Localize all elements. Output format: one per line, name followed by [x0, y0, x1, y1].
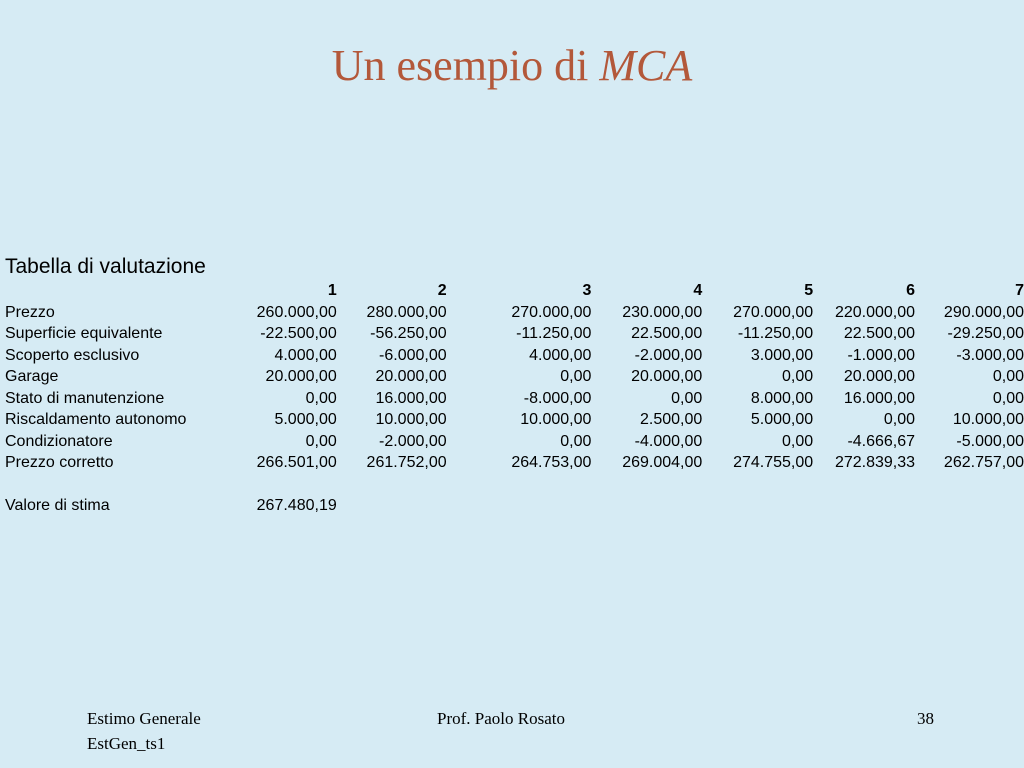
table-cell: 270.000,00 — [733, 303, 814, 321]
footer-author: Prof. Paolo Rosato — [437, 709, 565, 728]
empty-cell — [591, 495, 702, 517]
column-header: 3 — [582, 282, 592, 299]
table-caption: Tabella di valutazione — [5, 255, 206, 278]
estimate-row — [0, 495, 1024, 517]
column-header: 4 — [693, 282, 703, 299]
table-row — [0, 302, 1024, 324]
title-italic: MCA — [599, 41, 693, 90]
table-cell: -4.666,67 — [847, 432, 916, 450]
table-cell: 262.757,00 — [943, 454, 1024, 471]
column-header: 5 — [804, 282, 814, 299]
table-row — [0, 388, 1024, 410]
table-cell: 280.000,00 — [366, 303, 447, 321]
table-cell: -6.000,00 — [379, 346, 447, 364]
spacer-row — [0, 474, 1024, 496]
table-cell: 270.000,00 — [511, 303, 592, 321]
table-cell: 269.004,00 — [622, 454, 703, 471]
table-cell: -29.250,00 — [947, 325, 1024, 342]
table-cell: 20.000,00 — [631, 368, 703, 385]
table-row — [0, 345, 1024, 367]
column-header: 1 — [327, 282, 337, 299]
table-cell: 0,00 — [992, 368, 1024, 385]
empty-cell — [915, 495, 1024, 517]
title-plain: Un esempio di — [331, 41, 600, 90]
header-label-cell — [0, 280, 234, 302]
table-cell: -11.250,00 — [737, 325, 814, 342]
table-cell: 10.000,00 — [520, 411, 592, 428]
row-label: Condizionatore — [5, 432, 113, 450]
empty-cell — [813, 495, 915, 517]
table-row — [0, 366, 1024, 388]
table-cell: -3.000,00 — [956, 346, 1024, 364]
row-label: Prezzo — [5, 303, 55, 321]
empty-cell — [337, 495, 447, 517]
table-cell: 261.752,00 — [366, 454, 447, 471]
table-cell: 10.000,00 — [952, 411, 1024, 428]
table-cell: 20.000,00 — [375, 368, 447, 385]
estimate-label: Valore di stima — [5, 497, 110, 514]
column-header: 7 — [1015, 282, 1024, 299]
row-label: Prezzo corretto — [5, 454, 114, 471]
table-cell: 220.000,00 — [834, 303, 916, 321]
table-cell: -22.500,00 — [260, 325, 337, 342]
table-cell: -4.000,00 — [634, 432, 703, 450]
table-cell: 274.755,00 — [733, 454, 814, 471]
table-cell: 0,00 — [782, 368, 814, 385]
footer-course-code: EstGen_ts1 — [87, 734, 166, 753]
table-cell: 22.500,00 — [631, 325, 703, 342]
table-cell: 8.000,00 — [750, 389, 814, 407]
table-cell: 5.000,00 — [274, 411, 337, 428]
column-header: 2 — [437, 282, 447, 299]
table-body — [0, 302, 1024, 517]
column-header: 6 — [906, 282, 916, 299]
table-cell: -2.000,00 — [379, 432, 447, 450]
table-cell: -56.250,00 — [370, 325, 447, 342]
table-cell: 10.000,00 — [375, 411, 447, 428]
valuation-table — [0, 280, 1024, 517]
table-row — [0, 431, 1024, 453]
row-label: Scoperto esclusivo — [5, 346, 140, 364]
row-label: Stato di manutenzione — [5, 389, 165, 407]
table-cell: 4.000,00 — [529, 346, 592, 364]
empty-cell — [702, 495, 813, 517]
table-cell: 20.000,00 — [265, 368, 337, 385]
table-cell: 0,00 — [305, 389, 337, 407]
table-cell: -1.000,00 — [847, 346, 916, 364]
table-cell: -2.000,00 — [634, 346, 703, 364]
table-cell: 2.500,00 — [639, 411, 703, 428]
table-header-row — [0, 280, 1024, 302]
footer-course — [87, 706, 201, 756]
table-cell: 260.000,00 — [256, 303, 337, 321]
table-row — [0, 323, 1024, 345]
table-cell: 0,00 — [560, 432, 592, 450]
table-cell: 264.753,00 — [511, 454, 592, 471]
spacer-cell — [0, 474, 1024, 496]
table-cell: 272.839,33 — [834, 454, 916, 471]
table-cell: 0,00 — [782, 432, 814, 450]
table-cell: 0,00 — [671, 389, 703, 407]
table-cell: 16.000,00 — [843, 389, 916, 407]
table-cell: 3.000,00 — [750, 346, 814, 364]
table-row — [0, 409, 1024, 431]
table-cell: 0,00 — [992, 389, 1024, 407]
table-cell: -11.250,00 — [516, 325, 592, 342]
table-cell: 290.000,00 — [943, 303, 1024, 321]
table-cell: 0,00 — [883, 411, 916, 428]
table-cell: 16.000,00 — [375, 389, 447, 407]
table-cell: 5.000,00 — [750, 411, 814, 428]
row-label: Riscaldamento autonomo — [5, 411, 187, 428]
table-cell: 266.501,00 — [256, 454, 337, 471]
table-cell: -5.000,00 — [956, 432, 1024, 450]
row-label: Garage — [5, 368, 59, 385]
estimate-value: 267.480,19 — [256, 497, 337, 514]
table-cell: -8.000,00 — [523, 389, 592, 407]
table-cell: 0,00 — [305, 432, 337, 450]
slide-title — [0, 38, 1024, 94]
table-row — [0, 452, 1024, 474]
table-cell: 4.000,00 — [274, 346, 337, 364]
table-cell: 230.000,00 — [622, 303, 703, 321]
table-cell: 0,00 — [560, 368, 592, 385]
empty-cell — [447, 495, 592, 517]
row-label: Superficie equivalente — [5, 325, 163, 342]
page-number: 38 — [917, 709, 934, 728]
footer-course-title: Estimo Generale — [87, 709, 201, 728]
table-cell: 22.500,00 — [843, 325, 916, 342]
table-cell: 20.000,00 — [843, 368, 916, 385]
